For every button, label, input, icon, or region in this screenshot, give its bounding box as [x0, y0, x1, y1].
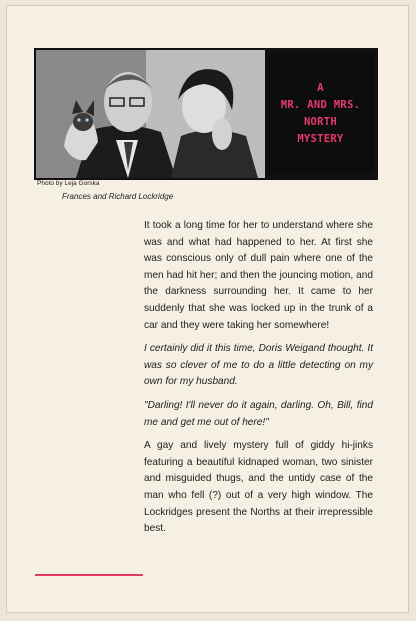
series-line-1: A: [317, 82, 324, 94]
blurb-text: [144, 218, 373, 545]
photo-band: [34, 48, 378, 180]
photo-caption: Frances and Richard Lockridge: [62, 192, 174, 201]
author-photo: [36, 50, 265, 178]
series-line-2: MR. AND MRS.: [280, 99, 361, 111]
photo-credit: Photo by Leja Gorska: [37, 180, 100, 187]
author-photo-illustration: [36, 50, 265, 178]
red-rule: [35, 574, 143, 576]
series-panel: [267, 54, 374, 174]
blurb-paragraph-4: A gay and lively mystery full of giddy hi-jinks featuring a beautiful kidnaped woman, two sinister and misguided thugs, and the untidy case of the man who fell (?) out of a very high window. The Lockridges present the Norths at their irrepressible best.: [144, 440, 373, 535]
blurb-paragraph-1: It took a long time for her to understand where she was and what had happened to her. At first she was conscious only of dull pain where one of the men had hit her; and then the jouncing motion, and the darkness surrounding her. It came to her suddenly that she was locked up in the trunk of a car and they were taking her somewhere!: [144, 220, 373, 331]
series-line-3: NORTH: [303, 116, 338, 128]
blurb-paragraph-2: I certainly did it this time, Doris Weigand thought. It was so clever of me to do a little detecting on my own for my husband.: [144, 343, 373, 388]
series-line-4: MYSTERY: [297, 133, 344, 145]
blurb-paragraph-3: "Darling! I'll never do it again, darling. Oh, Bill, find me and get me out of here!": [144, 399, 373, 428]
